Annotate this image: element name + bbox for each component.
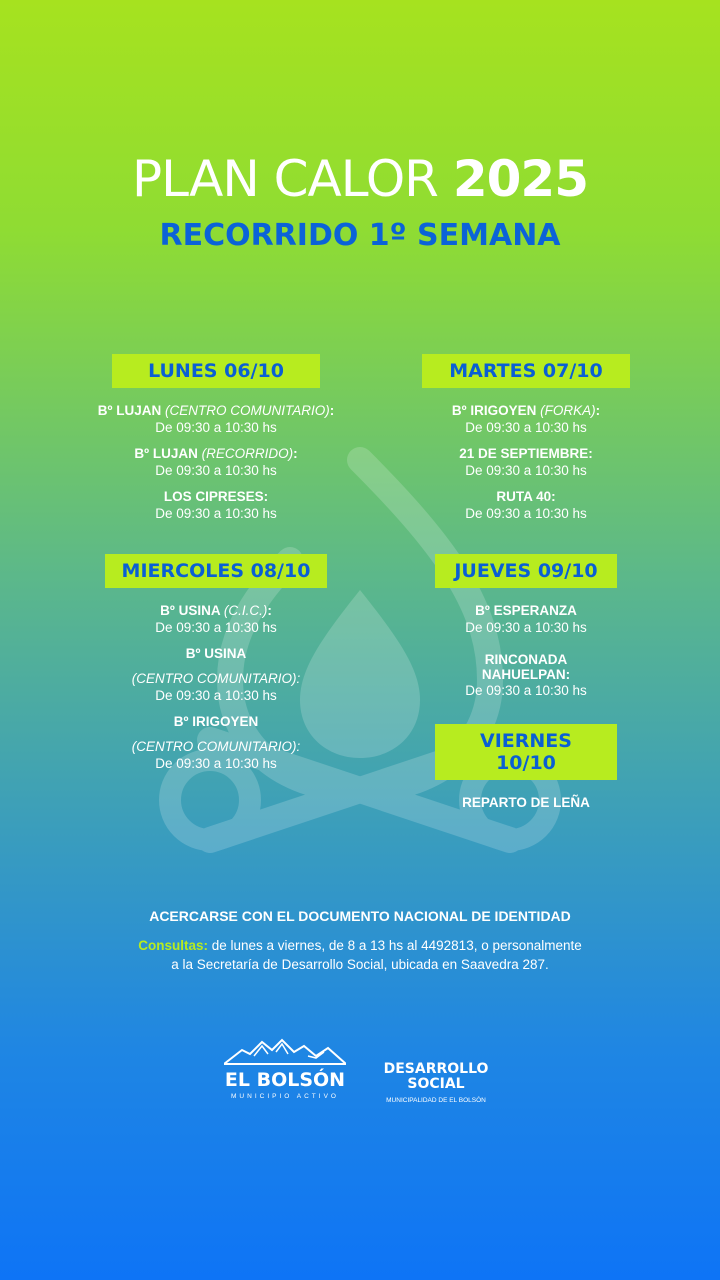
day-label: MARTES 07/10 [422, 354, 630, 388]
day-label: VIERNES 10/10 [435, 724, 617, 780]
el-bolson-logo [222, 1036, 348, 1100]
day-label: LUNES 06/10 [112, 354, 320, 388]
day-label: MIERCOLES 08/10 [105, 554, 327, 588]
schedule-entry: RINCONADA NAHUELPAN: De 09:30 a 10:30 hs [465, 652, 587, 698]
schedule-entry: LOS CIPRESES: De 09:30 a 10:30 hs [155, 489, 277, 521]
schedule-entry: Bº ESPERANZA De 09:30 a 10:30 hs [465, 603, 587, 635]
consult-line2: a la Secretaría de Desarrollo Social, ubicada en Saavedra 287. [171, 957, 549, 972]
schedule-entry: Bº IRIGOYEN (FORKA): De 09:30 a 10:30 hs [451, 403, 601, 435]
schedule-entry: Bº LUJAN (CENTRO COMUNITARIO): De 09:30 a 10:30 hs [97, 403, 335, 435]
desarrollo-social-name-1: DESARROLLO [383, 1061, 489, 1077]
desarrollo-social-logo [374, 1062, 498, 1104]
el-bolson-name: EL BOLSÓN [224, 1069, 346, 1091]
day-block-miercoles [78, 554, 354, 781]
schedule-entry: Bº USINA (C.I.C.): De 09:30 a 10:30 hs [155, 603, 277, 635]
page-title [0, 150, 720, 208]
day-block-lunes [78, 354, 354, 531]
title-part1: PLAN CALOR [131, 150, 438, 208]
desarrollo-social-tagline: MUNICIPALIDAD DE EL BOLSÓN [386, 1097, 486, 1104]
schedule-entry: Bº IRIGOYEN (CENTRO COMUNITARIO): De 09:30 a 10:30 hs [131, 714, 301, 771]
schedule-entry: Bº USINA (CENTRO COMUNITARIO): De 09:30 a 10:30 hs [131, 646, 301, 703]
day-block-jueves [388, 554, 664, 708]
schedule-entry: Bº LUJAN (RECORRIDO): De 09:30 a 10:30 hs [134, 446, 298, 478]
day-block-viernes [388, 724, 664, 820]
consult-info [0, 936, 720, 974]
schedule-entry: REPARTO DE LEÑA [462, 795, 590, 810]
el-bolson-tagline: MUNICIPIO ACTIVO [231, 1093, 339, 1100]
schedule-entry: 21 DE SEPTIEMBRE: De 09:30 a 10:30 hs [459, 446, 593, 478]
title-year: 2025 [452, 150, 589, 208]
id-document-note: ACERCARSE CON EL DOCUMENTO NACIONAL DE IDENTIDAD [149, 908, 571, 924]
consult-label: Consultas: [138, 938, 208, 953]
day-label: JUEVES 09/10 [435, 554, 617, 588]
day-block-martes [388, 354, 664, 531]
page-subtitle: RECORRIDO 1º SEMANA [159, 218, 561, 253]
consult-line1: de lunes a viernes, de 8 a 13 hs al 4492813, o personalmente [208, 938, 582, 953]
mountains-icon [224, 1036, 346, 1066]
desarrollo-social-name-2: SOCIAL [407, 1076, 465, 1092]
schedule-entry: RUTA 40: De 09:30 a 10:30 hs [465, 489, 587, 521]
